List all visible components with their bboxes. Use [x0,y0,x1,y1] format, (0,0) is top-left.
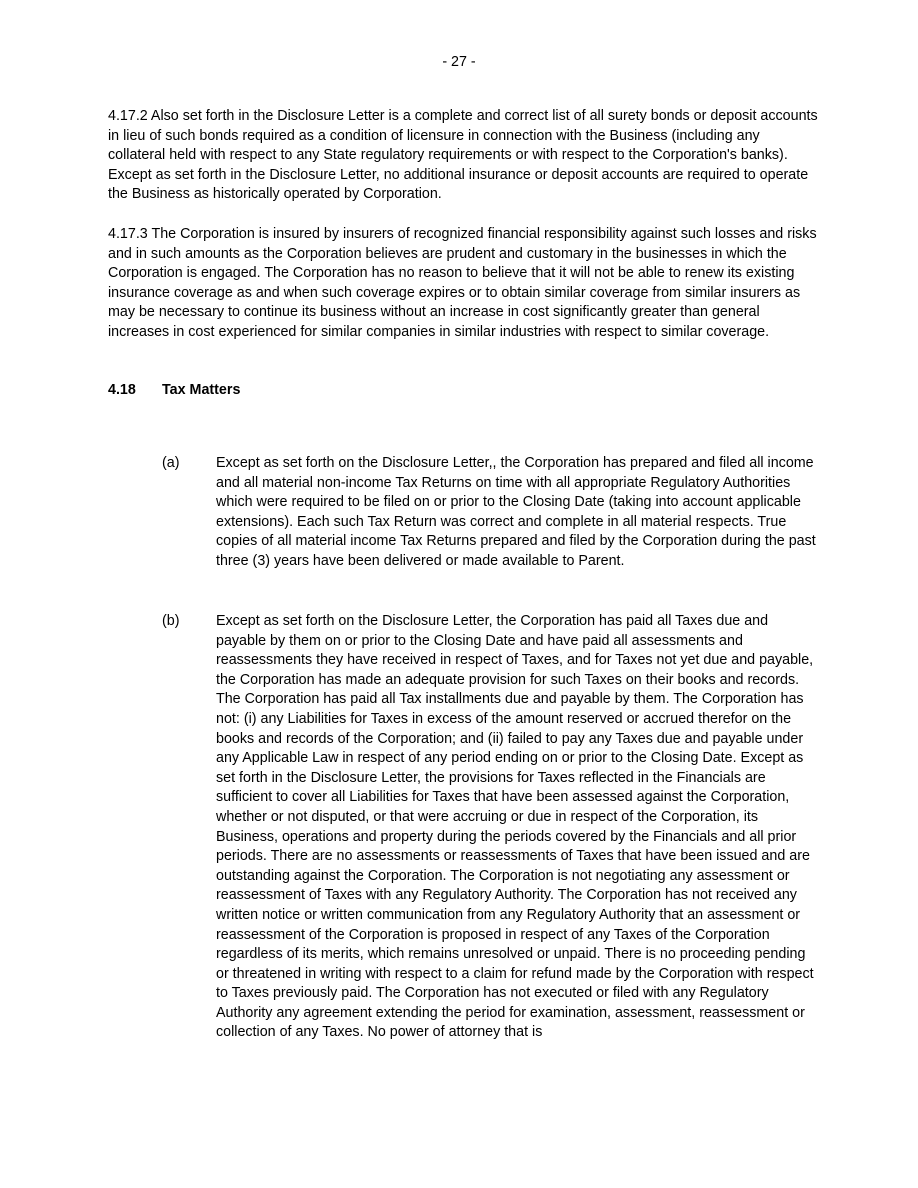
list-item-label: (a) [162,455,180,471]
list-item-label: (b) [162,613,180,629]
section-heading-title: Tax Matters [162,382,241,398]
list-item-text: Except as set forth on the Disclosure Letter,, the Corporation has prepared and filed all income and all material non-income Tax Returns on time with all appropriate Regulatory Authorities which were required to be filed on or prior to the Closing Date (taking into account applicable extensions). Each such Tax Return was correct and complete in all material respects. True copies of all material income Tax Returns prepared and filed by the Corporation during the past three (3) years have been delivered or made available to Parent. [216,455,816,569]
section-heading-number: 4.18 [108,382,136,398]
section-4-17-3-paragraph: 4.17.3 The Corporation is insured by insurers of recognized financial responsibility against such losses and risks and in such amounts as the Corporation believes are prudent and customary in the businesses in which the Corporation is engaged. The Corporation has no reason to believe that it will not be able to renew its existing insurance coverage as and when such coverage expires or to obtain similar coverage from similar insurers as may be necessary to continue its business without an increase in cost significantly greater than general increases in cost experienced for similar companies in similar industries with respect to similar coverage. [108,226,817,340]
section-4-17-2-paragraph: 4.17.2 Also set forth in the Disclosure Letter is a complete and correct list of all surety bonds or deposit accounts in lieu of such bonds required as a condition of licensure in connection with the Business (including any collateral held with respect to any State regulatory requirements or with respect to the Corporation's banks). Except as set forth in the Disclosure Letter, no additional insurance or deposit accounts are required to operate the Business as historically operated by Corporation. [108,108,818,203]
page-number: - 27 - [442,54,476,70]
section-heading-tax-matters [108,381,240,401]
list-item-text: Except as set forth on the Disclosure Letter, the Corporation has paid all Taxes due and payable by them on or prior to the Closing Date and have paid all assessments and reassessments they have received in respect of Taxes, and for Taxes not yet due and payable, the Corporation has made an adequate provision for such Taxes on their books and records. The Corporation has paid all Tax installments due and payable by them. The Corporation has not: (i) any Liabilities for Taxes in excess of the amount reserved or accrued therefor on the books and records of the Corporation; and (ii) failed to pay any Taxes due and payable under any Applicable Law in respect of any period ending on or prior to the Closing Date. Except as set forth in the Disclosure Letter, the provisions for Taxes reflected in the Financials are sufficient to cover all Liabilities for Taxes that have been assessed against the Corporation, whether or not disputed, or that were accruing or due in respect of the Corporation, its Business, operations and property during the periods covered by the Financials and all prior periods. There are no assessments or reassessments of Taxes that have been issued and are outstanding against the Corporation. The Corporation is not negotiating any assessment or reassessment of Taxes with any Regulatory Authority. The Corporation has not received any written notice or written communication from any Regulatory Authority that an assessment or reassessment of the Corporation is proposed in respect of any Taxes of the Corporation regardless of its merits, which remains unresolved or unpaid. There is no proceeding pending or threatened in writing with respect to a claim for refund made by the Corporation with respect to Taxes previously paid. The Corporation has not executed or filed with any Regulatory Authority any agreement extending the period for examination, assessment, reassessment or collection of any Taxes. No power of attorney that is [216,613,814,1041]
